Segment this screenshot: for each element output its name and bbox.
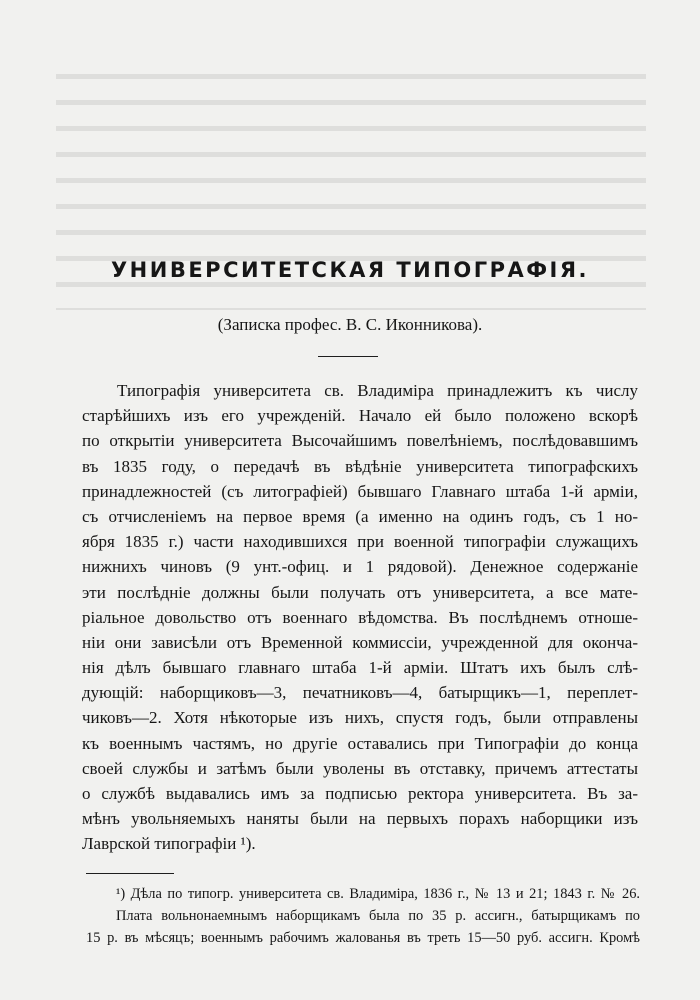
body-line: Типографія университета св. Владиміра принадлежитъ къ числу — [117, 381, 638, 400]
body-line: ября 1835 г.) части находившихся при военной типографіи служащихъ — [82, 532, 638, 552]
body-line: принадлежностей (съ литографіей) бывшаго Главнаго штаба 1-й арміи, — [82, 481, 638, 501]
title-divider — [318, 356, 378, 357]
body-line: съ отчисленіемъ на первое время (а именно на одинъ годъ, съ 1 но- — [82, 506, 638, 526]
body-line: эти послѣдніе должны были получать отъ университета, а все мате- — [82, 582, 638, 602]
footnote-line: 15 р. въ мѣсяцъ; военнымъ рабочимъ жалованья въ треть 15—50 руб. ассигн. Кромѣ — [86, 930, 640, 946]
body-line: нижнихъ чиновъ (9 унт.-офиц. и 1 рядовой). Денежное содержаніе — [82, 557, 638, 577]
footnote-line: ¹) Дѣла по типогр. университета св. Владиміра, 1836 г., № 13 и 21; 1843 г. № 26. — [116, 886, 640, 902]
footnote-divider — [86, 873, 174, 874]
body-line: своей службы и затѣмъ были уволены въ отставку, причемъ аттестаты — [82, 758, 638, 778]
body-line: къ военнымъ частямъ, но другіе оставались при Типографіи до конца — [82, 733, 638, 753]
document-title: УНИВЕРСИТЕТСКАЯ ТИПОГРАФІЯ. — [110, 258, 589, 282]
footnote-line: Плата вольнонаемнымъ наборщикамъ была по 35 р. ассигн., батырщикамъ по — [116, 908, 640, 924]
body-line: дующій: наборщиковъ—3, печатниковъ—4, батырщикъ—1, переплет- — [82, 683, 638, 703]
body-paragraph — [82, 378, 638, 857]
body-line: ніи они зависѣли отъ Временной коммиссіи, учрежденной для оконча- — [82, 632, 638, 652]
footnotes — [86, 883, 640, 949]
body-line: старѣйшихъ изъ его учрежденій. Начало ей было положено вскорѣ — [82, 406, 638, 426]
body-line: о службѣ выдавались имъ за подписью ректора университета. Въ за- — [82, 784, 638, 803]
body-line: Лаврской типографіи ¹). — [82, 834, 256, 854]
body-line: въ 1835 году, о передачѣ въ вѣдѣніе университета типографскихъ — [82, 456, 638, 476]
document-subtitle: (Записка профес. В. С. Иконникова). — [217, 315, 483, 334]
body-line: чиковъ—2. Хотя нѣкоторые изъ нихъ, спустя годъ, были отправлены — [82, 708, 638, 728]
body-line: ріальное довольство отъ военнаго вѣдомства. Въ послѣднемъ отноше- — [82, 607, 638, 627]
body-line: по открытіи университета Высочайшимъ повелѣніемъ, послѣдовавшимъ — [82, 431, 638, 451]
body-line: нія дѣлъ бывшаго главнаго штаба 1-й арміи. Штатъ ихъ былъ слѣ- — [82, 658, 638, 678]
body-line: мѣнъ увольняемыхъ наняты были на первыхъ порахъ наборщики изъ — [82, 809, 638, 829]
